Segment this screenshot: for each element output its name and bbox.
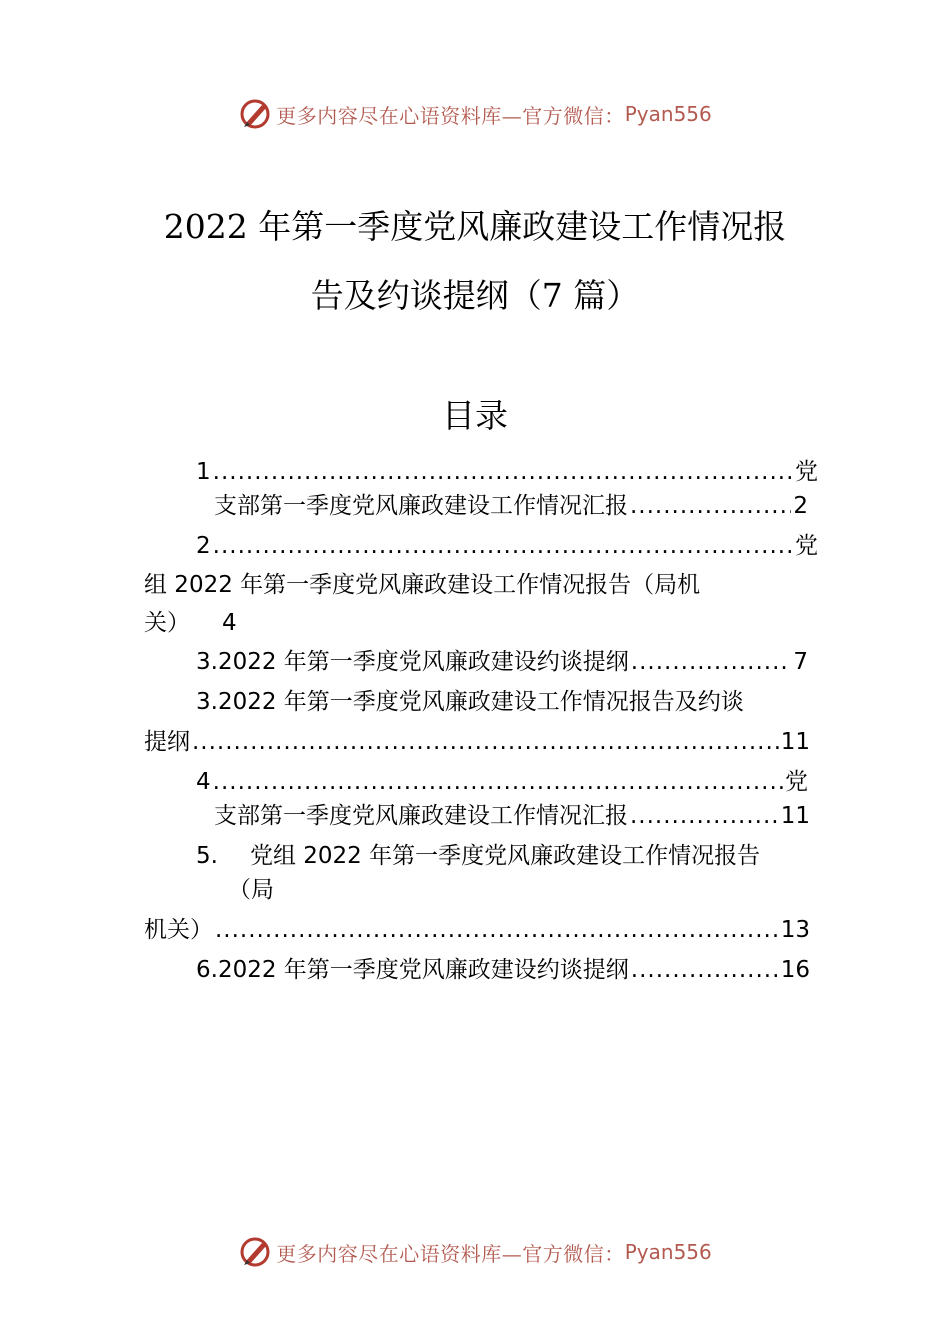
document-title-line-1: 2022 年第一季度党风廉政建设工作情况报: [163, 207, 787, 246]
header-banner: [0, 94, 950, 134]
toc-entry[interactable]: [196, 530, 818, 562]
toc-entry-page: 13: [780, 917, 810, 943]
toc-entry-text: （局: [228, 877, 274, 903]
footer-banner: [0, 1232, 950, 1272]
toc-entry[interactable]: [196, 840, 816, 872]
toc-entry-page: 16: [780, 957, 810, 983]
toc-leader: [213, 530, 793, 562]
toc-entry[interactable]: [196, 954, 810, 986]
toc-entry-text: 3.2022 年第一季度党风廉政建设约谈提纲: [196, 649, 629, 675]
toc-leader: [630, 800, 779, 832]
toc-entry-text: 4: [196, 769, 211, 795]
toc-entry-text: 机关）: [144, 917, 213, 943]
toc-entry-text: 6.2022 年第一季度党风廉政建设约谈提纲: [196, 957, 629, 983]
toc-entry[interactable]: [144, 607, 264, 639]
toc-entry[interactable]: [228, 874, 308, 906]
toc-entry-page: 党: [795, 533, 818, 559]
toc-entry[interactable]: [144, 726, 810, 758]
toc-entry[interactable]: [144, 914, 810, 946]
toc-leader: [630, 490, 791, 522]
pen-logo-icon: [238, 97, 272, 131]
toc-entry-page: 党: [795, 459, 818, 485]
toc-entry-subtext: 党组 2022 年第一季度党风廉政建设工作情况报告: [249, 843, 761, 869]
toc-entry-text: 支部第一季度党风廉政建设工作情况汇报: [214, 803, 628, 829]
toc-leader: [215, 914, 779, 946]
toc-leader: [213, 766, 783, 798]
toc-leader: [192, 726, 779, 758]
banner-text: 更多内容尽在心语资料库—官方微信：: [276, 103, 625, 128]
toc-entry-page: 11: [780, 729, 810, 755]
toc-entry[interactable]: [196, 646, 808, 678]
toc-entry-text: 组 2022 年第一季度党风廉政建设工作情况报告（局机: [144, 572, 701, 598]
toc-leader: [631, 954, 779, 986]
toc-entry-text: 3.2022 年第一季度党风廉政建设工作情况报告及约谈: [196, 689, 744, 715]
banner-wechat-id: Pyan556: [624, 1240, 712, 1264]
toc-heading: 目录: [442, 396, 508, 435]
toc-entry-text: 提纲: [144, 729, 190, 755]
toc-entry[interactable]: [214, 490, 808, 522]
toc-leader: [631, 646, 792, 678]
banner-wechat-id: Pyan556: [624, 102, 712, 126]
pen-logo-icon: [238, 1235, 272, 1269]
document-title-line-2: 告及约谈提纲（7 篇）: [310, 276, 640, 315]
toc-entry[interactable]: [214, 800, 810, 832]
toc-entry-text: 1: [196, 459, 211, 485]
toc-entry-page: 党: [785, 769, 808, 795]
toc-entry[interactable]: [196, 456, 818, 488]
toc-entry-text: 关）: [144, 610, 190, 636]
toc-entry[interactable]: [196, 766, 808, 798]
toc-entry[interactable]: [196, 686, 836, 718]
toc-entry-text: 2: [196, 533, 211, 559]
toc-entry-page: 2: [793, 493, 808, 519]
toc-entry-text: 5.: [196, 843, 218, 869]
banner-text: 更多内容尽在心语资料库—官方微信：: [276, 1241, 625, 1266]
toc-entry-page: 7: [793, 649, 808, 675]
toc-entry-page: 4: [222, 610, 237, 636]
toc-entry[interactable]: [144, 569, 804, 601]
toc-entry-text: 支部第一季度党风廉政建设工作情况汇报: [214, 493, 628, 519]
toc-leader: [213, 456, 793, 488]
toc-entry-page: 11: [780, 803, 810, 829]
